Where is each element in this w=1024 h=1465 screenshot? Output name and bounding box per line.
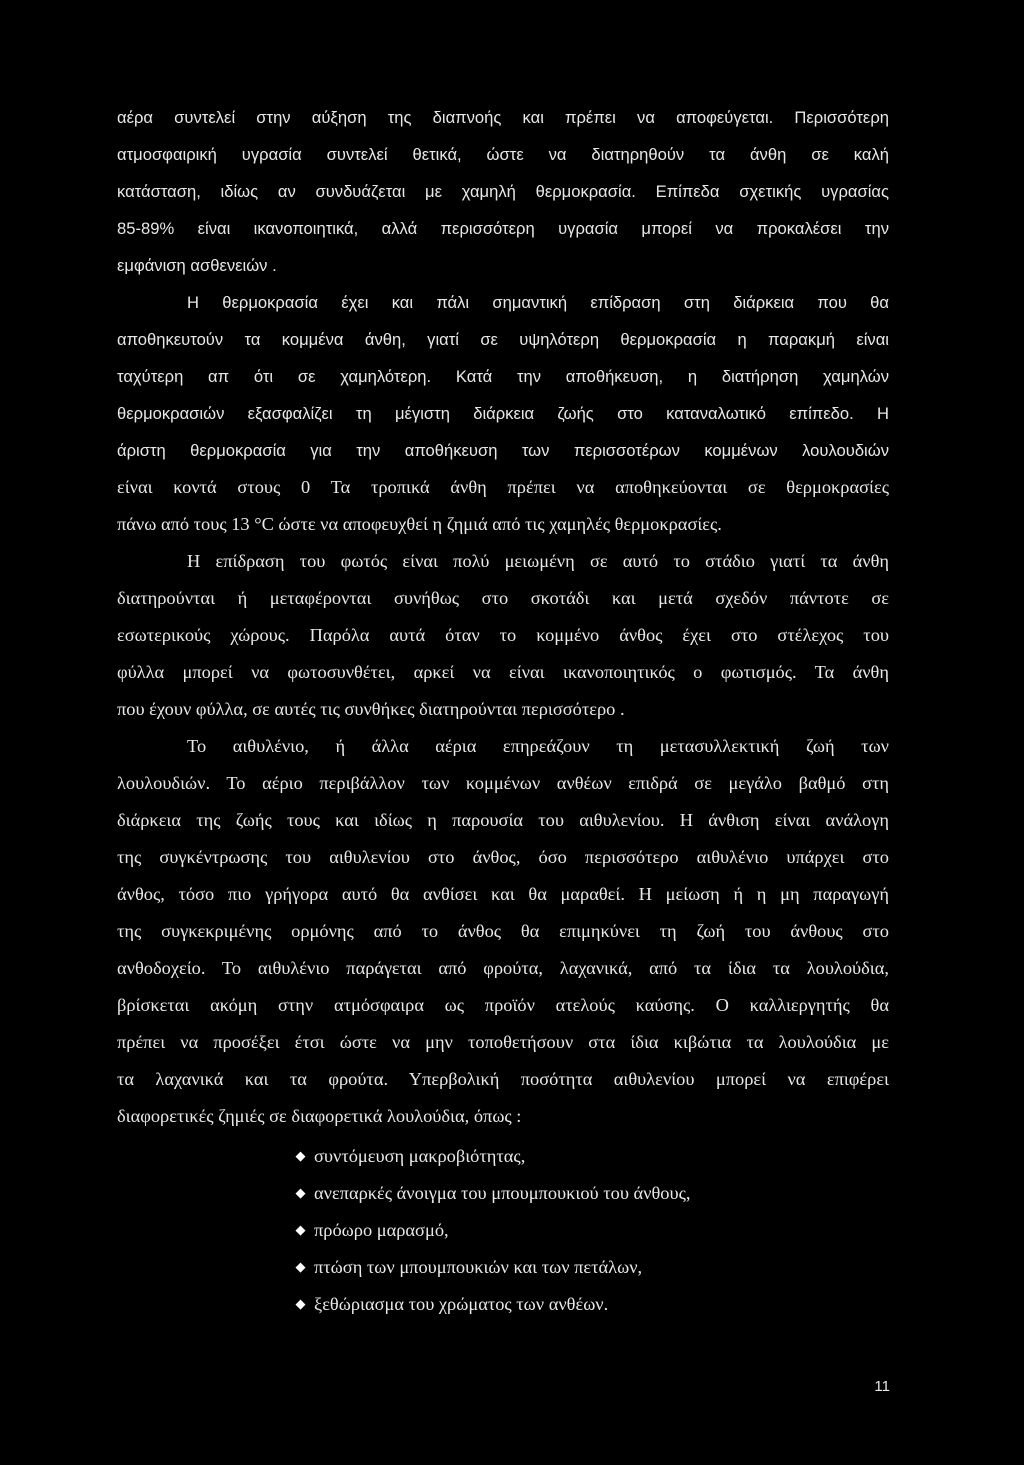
bullet-list	[295, 1138, 895, 1323]
text-line: αποθηκευτούν τα κομμένα άνθη, γιατί σε υψηλότερη θερμοκρασία η παρακμή είναι	[117, 330, 889, 349]
list-item-text: ξεθώριασμα του χρώματος των ανθέων.	[314, 1294, 609, 1314]
text-line: κατάσταση, ιδίως αν συνδυάζεται με χαμηλή θερμοκρασία. Επίπεδα σχετικής υγρασίας	[117, 182, 889, 201]
diamond-bullet-icon: ◆	[295, 1186, 306, 1201]
text-line: ατμοσφαιρική υγρασία συντελεί θετικά, ώστε να διατηρηθούν τα άνθη σε καλή	[117, 145, 889, 164]
diamond-bullet-icon: ◆	[295, 1149, 306, 1164]
diamond-bullet-icon: ◆	[295, 1260, 306, 1275]
text-line: φύλλα μπορεί να φωτοσυνθέτει, αρκεί να είναι ικανοποιητικός ο φωτισμός. Τα άνθη	[117, 662, 889, 682]
diamond-bullet-icon: ◆	[295, 1297, 306, 1312]
text-line: αέρα συντελεί στην αύξηση της διαπνοής και πρέπει να αποφεύγεται. Περισσότερη	[117, 108, 889, 127]
text-line: Το αιθυλένιο, ή άλλα αέρια επηρεάζουν τη μετασυλλεκτική ζωή των	[187, 736, 889, 756]
text-line: πρέπει να προσέξει έτσι ώστε να μην τοποθετήσουν στα ίδια κιβώτια τα λουλούδια με	[117, 1032, 889, 1052]
list-item-text: ανεπαρκές άνοιγμα του μπουμπουκιού του άνθους,	[314, 1183, 691, 1203]
list-item	[295, 1175, 895, 1212]
text-line: που έχουν φύλλα, σε αυτές τις συνθήκες διατηρούνται περισσότερο .	[117, 699, 625, 719]
list-item	[295, 1212, 895, 1249]
text-line: τα λαχανικά και τα φρούτα. Υπερβολική ποσότητα αιθυλενίου μπορεί να επιφέρει	[117, 1069, 889, 1089]
list-item-text: συντόμευση μακροβιότητας,	[314, 1146, 526, 1166]
text-line: εσωτερικούς χώρους. Παρόλα αυτά όταν το κομμένο άνθος έχει στο στέλεχος του	[117, 625, 889, 645]
list-item	[295, 1286, 895, 1323]
text-line: λουλουδιών. Το αέριο περιβάλλον των κομμένων ανθέων επιδρά σε μεγάλο βαθμό στη	[117, 773, 889, 793]
text-line: θερμοκρασιών εξασφαλίζει τη μέγιστη διάρκεια ζωής στο καταναλωτικό επίπεδο. Η	[117, 404, 889, 423]
text-line: 85-89% είναι ικανοποιητικά, αλλά περισσότερη υγρασία μπορεί να προκαλέσει την	[117, 219, 889, 238]
text-line: διαφορετικές ζημιές σε διαφορετικά λουλούδια, όπως :	[117, 1106, 522, 1126]
diamond-bullet-icon: ◆	[295, 1223, 306, 1238]
text-line: διάρκεια της ζωής τους και ιδίως η παρουσία του αιθυλενίου. Η άνθιση είναι ανάλογη	[117, 810, 889, 830]
text-line: βρίσκεται ακόμη στην ατμόσφαιρα ως προϊόν ατελούς καύσης. Ο καλλιεργητής θα	[117, 995, 889, 1015]
document-body	[117, 99, 889, 1135]
list-item	[295, 1138, 895, 1175]
text-line: της συγκέντρωσης του αιθυλενίου στο άνθος, όσο περισσότερο αιθυλένιο υπάρχει στο	[117, 847, 889, 867]
text-line: ανθοδοχείο. Το αιθυλένιο παράγεται από φρούτα, λαχανικά, από τα ίδια τα λουλούδια,	[117, 958, 889, 978]
page-number: 11	[874, 1378, 890, 1395]
text-line: ταχύτερη απ ότι σε χαμηλότερη. Κατά την αποθήκευση, η διατήρηση χαμηλών	[117, 367, 889, 386]
text-line: είναι κοντά στους 0 Τα τροπικά άνθη πρέπει να αποθηκεύονται σε θερμοκρασίες	[117, 477, 889, 497]
text-line: εμφάνιση ασθενειών .	[117, 256, 277, 275]
text-line: διατηρούνται ή μεταφέρονται συνήθως στο σκοτάδι και μετά σχεδόν πάντοτε σε	[117, 588, 889, 608]
text-line: πάνω από τους 13 °C ώστε να αποφευχθεί η ζημιά από τις χαμηλές θερμοκρασίες.	[117, 514, 722, 534]
list-item-text: πρόωρο μαρασμό,	[314, 1220, 449, 1240]
text-line: άριστη θερμοκρασία για την αποθήκευση των περισσοτέρων κομμένων λουλουδιών	[117, 441, 889, 460]
text-line: Η επίδραση του φωτός είναι πολύ μειωμένη σε αυτό το στάδιο γιατί τα άνθη	[187, 551, 889, 571]
text-line: της συγκεκριμένης ορμόνης από το άνθος θα επιμηκύνει τη ζωή του άνθους στο	[117, 921, 889, 941]
text-line: άνθος, τόσο πιο γρήγορα αυτό θα ανθίσει και θα μαραθεί. Η μείωση ή η μη παραγωγή	[117, 884, 889, 904]
list-item-text: πτώση των μπουμπουκιών και των πετάλων,	[314, 1257, 643, 1277]
list-item	[295, 1249, 895, 1286]
text-line: Η θερμοκρασία έχει και πάλι σημαντική επίδραση στη διάρκεια που θα	[187, 293, 889, 312]
